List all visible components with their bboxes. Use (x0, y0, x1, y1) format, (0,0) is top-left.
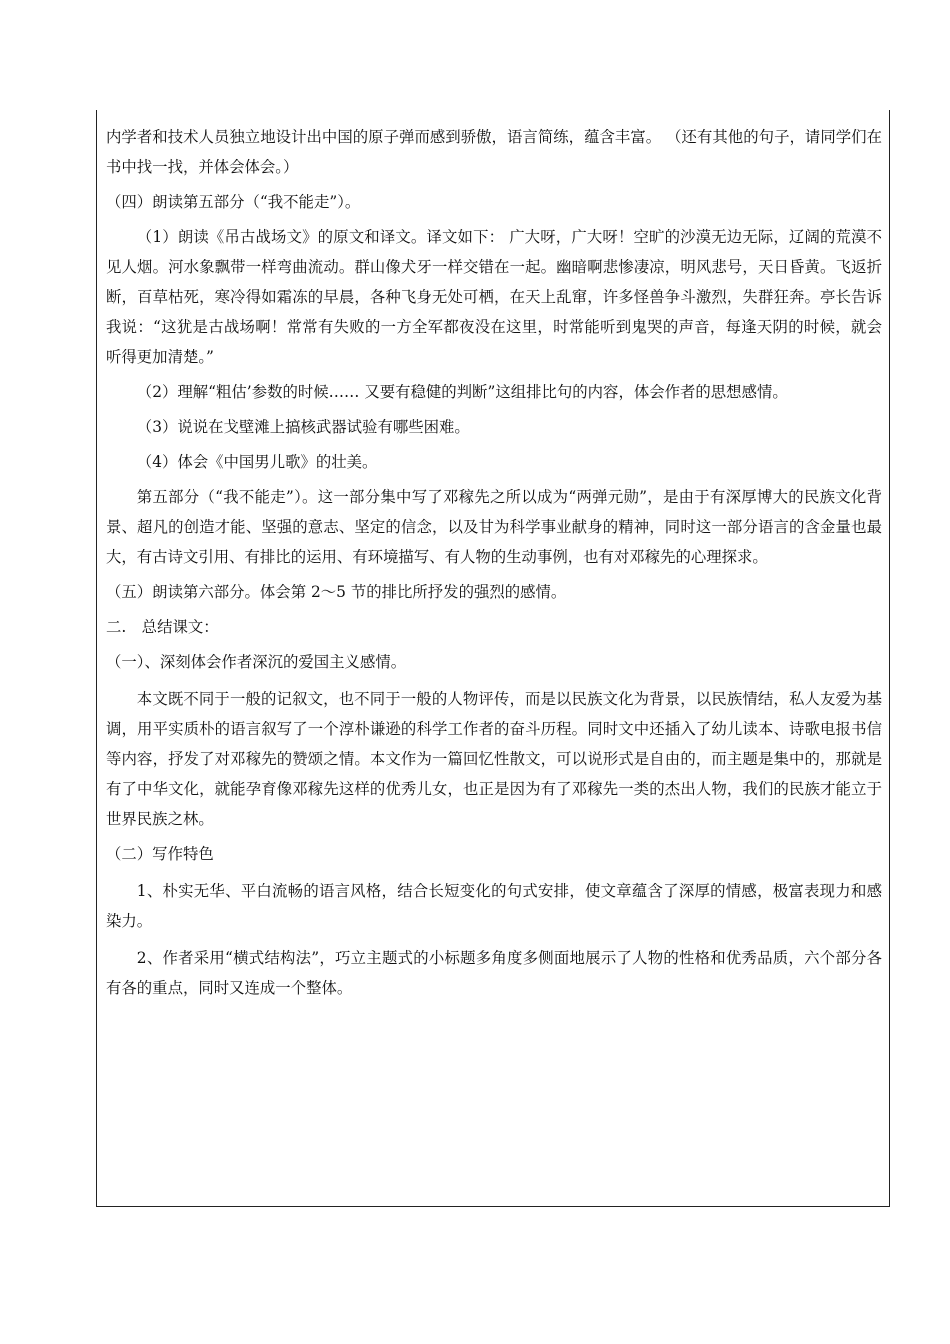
document-body (106, 122, 882, 1003)
item-3-difficulties: （3）说说在戈壁滩上搞核武器试验有哪些困难。 (136, 418, 470, 436)
subheading-writing-features: （二）写作特色 (106, 845, 214, 863)
feature-2: 2、作者采用“横式结构法”，巧立主题式的小标题多角度多侧面地展示了人物的性格和优秀品质，六个部分各有各的重点，同时又连成一个整体。 (106, 949, 882, 997)
paragraph-theme: 本文既不同于一般的记叙文，也不同于一般的人物评传，而是以民族文化为背景，以民族情结，私人友爱为基调，用平实质朴的语言叙写了一个淳朴谦逊的科学工作者的奋斗历程。同时文中还插入了幼儿读本、诗歌电报书信等内容，抒发了对邓稼先的赞颂之情。本文作为一篇回忆性散文，可以说形式是自由的，而主题是集中的，那就是有了中华文化，就能孕育像邓稼先这样的优秀儿女，也正是因为有了邓稼先一类的杰出人物，我们的民族才能立于世界民族之林。 (106, 690, 882, 828)
heading-section-4: （四）朗读第五部分（“我不能走”）。 (106, 193, 361, 211)
item-2-parallelism: （2）理解“粗估’参数的时候…… 又要有稳健的判断”这组排比句的内容，体会作者的思想感情。 (136, 383, 788, 401)
item-4-song: （4）体会《中国男儿歌》的壮美。 (136, 453, 378, 471)
heading-section-5: （五）朗读第六部分。体会第 2～5 节的排比所抒发的强烈的感情。 (106, 583, 567, 601)
item-1-translation: （1）朗读《吊古战场文》的原文和译文。译文如下： 广大呀，广大呀！空旷的沙漠无边无际，辽阔的荒漠不见人烟。河水象飘带一样弯曲流动。群山像犬牙一样交错在一起。幽暗啊悲惨凄凉，明风悲号，天日昏黄。飞返折断，百草枯死，寒冷得如霜冻的早晨，各种飞身无处可栖，在天上乱窜，许多怪兽争斗激烈，失群狂奔。亭长告诉我说：“这犹是古战场啊！常常有失败的一方全军都夜没在这里，时常能听到鬼哭的声音，每逢天阴的时候，就会听得更加清楚。” (106, 228, 882, 366)
heading-summary: 二. 总结课文： (106, 618, 219, 636)
paragraph-part-five-summary: 第五部分（“我不能走”）。这一部分集中写了邓稼先之所以成为“两弹元勋”，是由于有深厚博大的民族文化背景、超凡的创造才能、坚强的意志、坚定的信念，以及甘为科学事业献身的精神，同时这一部分语言的含金量也最大，有古诗文引用、有排比的运用、有环境描写、有人物的生动事例，也有对邓稼先的心理探求。 (106, 488, 882, 566)
paragraph-continuation: 内学者和技术人员独立地设计出中国的原子弹而感到骄傲，语言简练，蕴含丰富。 （还有其他的句子，请同学们在书中找一找，并体会体会。） (106, 128, 882, 176)
feature-1: 1、朴实无华、平白流畅的语言风格，结合长短变化的句式安排，使文章蕴含了深厚的情感，极富表现力和感染力。 (106, 882, 882, 930)
subheading-patriotism: （一）、深刻体会作者深沉的爱国主义感情。 (106, 653, 407, 671)
